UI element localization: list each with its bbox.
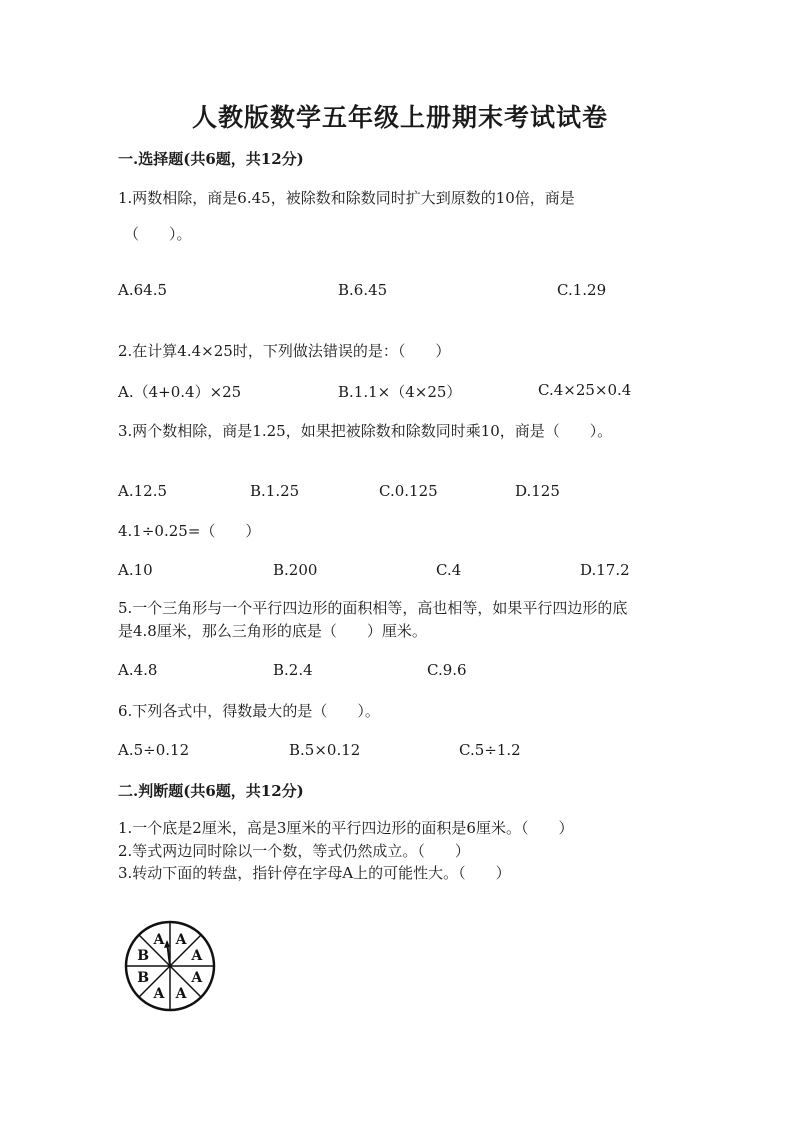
- section-heading-choice: 一.选择题(共6题，共12分): [118, 150, 304, 168]
- spinner-sector-label: A: [175, 932, 187, 949]
- page-title: 人教版数学五年级上册期末考试试卷: [191, 103, 608, 132]
- question-4-option-a[interactable]: A.10: [118, 561, 153, 579]
- question-6-option-a[interactable]: A.5÷0.12: [118, 741, 190, 759]
- question-6-option-c[interactable]: C.5÷1.2: [459, 741, 521, 759]
- judgement-question-2: 2.等式两边同时除以一个数，等式仍然成立。（ ）: [118, 842, 470, 860]
- question-4-stem: 4.1÷0.25=（ ）: [118, 522, 261, 540]
- spinner-sector-label: A: [153, 985, 165, 1002]
- spinner-sector-label: B: [137, 947, 150, 964]
- spinner-sector-label: B: [137, 970, 150, 987]
- question-5-stem: 5.一个三角形与一个平行四边形的面积相等，高也相等，如果平行四边形的底: [118, 599, 628, 617]
- judgement-question-1: 1.一个底是2厘米，高是3厘米的平行四边形的面积是6厘米。（ ）: [118, 819, 574, 837]
- spinner-wheel: [122, 918, 218, 1014]
- question-6-stem: 6.下列各式中，得数最大的是（ ）。: [118, 702, 380, 720]
- question-5-option-c[interactable]: C.9.6: [427, 661, 467, 679]
- spinner-sector-label: A: [191, 970, 203, 987]
- question-3-option-b[interactable]: B.1.25: [250, 482, 300, 500]
- judgement-question-3: 3.转动下面的转盘，指针停在字母A上的可能性大。（ ）: [118, 864, 511, 882]
- question-2-stem: 2.在计算4.4×25时，下列做法错误的是：（ ）: [118, 342, 451, 360]
- question-3-option-c[interactable]: C.0.125: [379, 482, 438, 500]
- question-4-option-b[interactable]: B.200: [273, 561, 318, 579]
- question-1-option-b[interactable]: B.6.45: [338, 281, 388, 299]
- question-5-stem-continued: 是4.8厘米，那么三角形的底是（ ）厘米。: [118, 622, 427, 640]
- spinner-sector-label: A: [153, 932, 165, 949]
- question-2-option-b[interactable]: B.1.1×（4×25）: [338, 383, 462, 401]
- question-1-option-a[interactable]: A.64.5: [118, 281, 167, 299]
- question-1-stem-continued: （ ）。: [124, 225, 192, 243]
- question-3-stem: 3.两个数相除，商是1.25，如果把被除数和除数同时乘10，商是（ ）。: [118, 422, 613, 440]
- question-5-option-a[interactable]: A.4.8: [118, 661, 158, 679]
- question-1-stem: 1.两数相除，商是6.45，被除数和除数同时扩大到原数的10倍，商是: [118, 189, 575, 207]
- question-2-option-c[interactable]: C.4×25×0.4: [538, 381, 632, 399]
- question-5-option-b[interactable]: B.2.4: [273, 661, 313, 679]
- spinner-sector-label: A: [191, 947, 203, 964]
- spinner-sector-label: A: [175, 985, 187, 1002]
- question-3-option-a[interactable]: A.12.5: [118, 482, 167, 500]
- question-6-option-b[interactable]: B.5×0.12: [289, 741, 361, 759]
- question-4-option-d[interactable]: D.17.2: [580, 561, 630, 579]
- question-1-option-c[interactable]: C.1.29: [557, 281, 607, 299]
- question-3-option-d[interactable]: D.125: [515, 482, 560, 500]
- question-2-option-a[interactable]: A.（4+0.4）×25: [118, 383, 242, 401]
- section-heading-judgement: 二.判断题(共6题，共12分): [118, 782, 304, 800]
- question-4-option-c[interactable]: C.4: [436, 561, 462, 579]
